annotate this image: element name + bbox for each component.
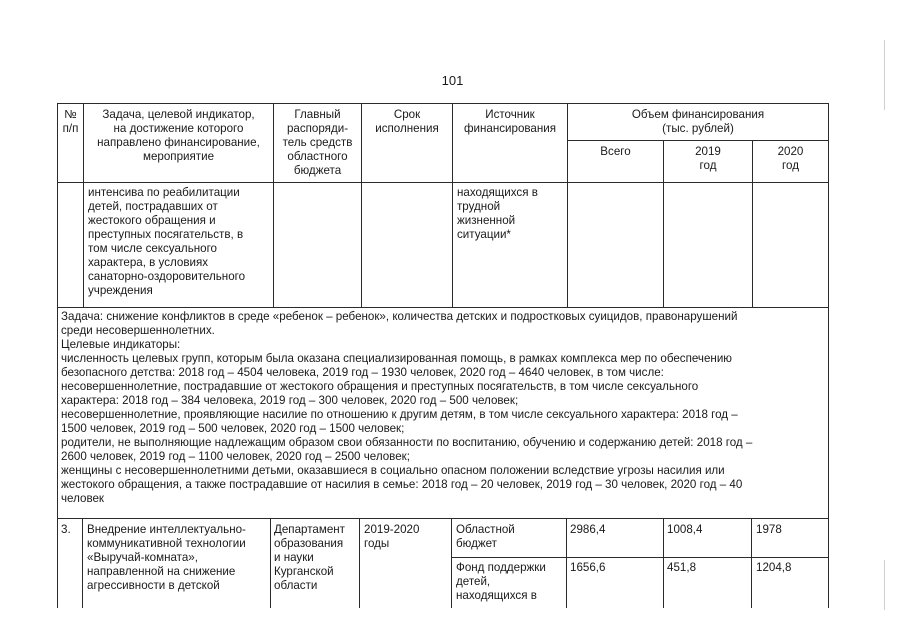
funding-2019: 1008,4 [667,523,703,536]
task-block-bottom-rule [57,518,829,519]
scan-edge-mark [884,40,885,110]
row3-num: 3. [61,523,71,536]
indicator-line: женщины с несовершеннолетними детьми, оказавшиеся в социально опасном положении вследствие угрозы насилия или [61,464,725,477]
funding-2020: 1978 [756,523,782,536]
indicator-line: 1500 человек, 2019 год – 500 человек, 2020 год – 1500 человек; [61,422,405,435]
indicator-line: безопасного детства: 2018 год – 4504 человека, 2019 год – 1930 человек, 2020 год – 4640 человек, в том числе: [61,366,664,379]
indicator-line: человек [61,492,104,505]
header-2020: 2020 год [777,145,804,172]
header-num: № п/п [62,108,79,135]
indicator-line: несовершеннолетние, пострадавшие от жестокого обращения и преступных посягательств, в том числе сексуального [61,380,699,393]
column-rule [359,518,360,608]
column-rule [566,518,567,608]
task-block [61,310,826,506]
header-source: Источник финансирования [463,108,557,135]
indicator-line: численность целевых групп, которым была оказана специализированная помощь, в рамках комплекса мер по обеспечению [61,352,732,365]
funding-2019: 451,8 [667,561,697,574]
header-2019: 2019 год [695,145,721,172]
indicator-line: жестокого обращения, а также пострадавшие от насилия в семье: 2018 год – 20 человек, 2019 год – 30 человек, 2020 год – 40 [61,478,743,491]
header-volume: Объем финансирования (тыс. рублей) [631,108,765,135]
table-border-right [828,103,829,608]
continuation-source-text: находящихся в трудной жизненной ситуации* [457,186,538,241]
column-rule [751,518,752,608]
page-number: 101 [441,73,464,88]
indicator-line: несовершеннолетние, проявляющие насилие по отношению к другим детям, в том числе сексуального характера: 2018 год – [61,408,738,421]
header-total: Всего [600,145,631,158]
funding-total: 1656,6 [570,561,606,574]
row3-term: 2019-2020 годы [364,523,420,550]
funding-row-divider [451,557,829,558]
funding-total: 2986,4 [570,523,606,536]
header-task: Задача, целевой индикатор, на достижение которого направлено финансирование, мероприятие [97,108,260,163]
continuation-task-text: интенсива по реабилитации детей, пострадавших от жестокого обращения и преступных посягательств, в том числе сексуального характера, в условиях санаторно-оздоровительного учреждения [88,186,246,297]
column-rule [451,518,452,608]
funding-source: Областной бюджет [456,523,515,550]
column-rule [663,518,664,608]
indicator-line: характера: 2018 год – 384 человека, 2019 год – 300 человек, 2020 год – 500 человек; [61,394,519,407]
table-border-left [57,103,58,608]
row3-manager: Департамент образования и науки Курганской области [274,523,345,592]
funding-source: Фонд поддержки детей, находящихся в [456,561,546,602]
row3-task: Внедрение интеллектуально- коммуникативной технологии «Выручай-комната», направленной на снижение агрессивности в детской [87,523,246,592]
scan-edge-mark [884,560,885,610]
indicator-line: 2600 человек, 2019 год – 1100 человек, 2020 год – 2500 человек; [61,450,410,463]
header-term: Срок исполнения [375,108,439,135]
header-manager: Главный распоряди- тель средств областного бюджета [282,108,353,177]
column-rule [82,518,83,608]
funding-2020: 1204,8 [756,561,792,574]
task-line: Задача: снижение конфликтов в среде «ребенок – ребенок», количества детских и подростковых суицидов, правонарушений [61,310,738,323]
task-line: среди несовершеннолетних. [61,324,215,337]
indicator-line: родители, не выполняющие надлежащим образом свои обязанности по воспитанию, обучению и содержанию детей: 2018 год – [61,436,753,449]
column-rule [270,518,271,608]
header-subdivider [567,140,829,141]
continuation-bottom-rule [57,307,829,308]
indicators-heading: Целевые индикаторы: [61,338,181,351]
header-bottom-rule [57,182,829,183]
table-border-top [57,103,829,104]
